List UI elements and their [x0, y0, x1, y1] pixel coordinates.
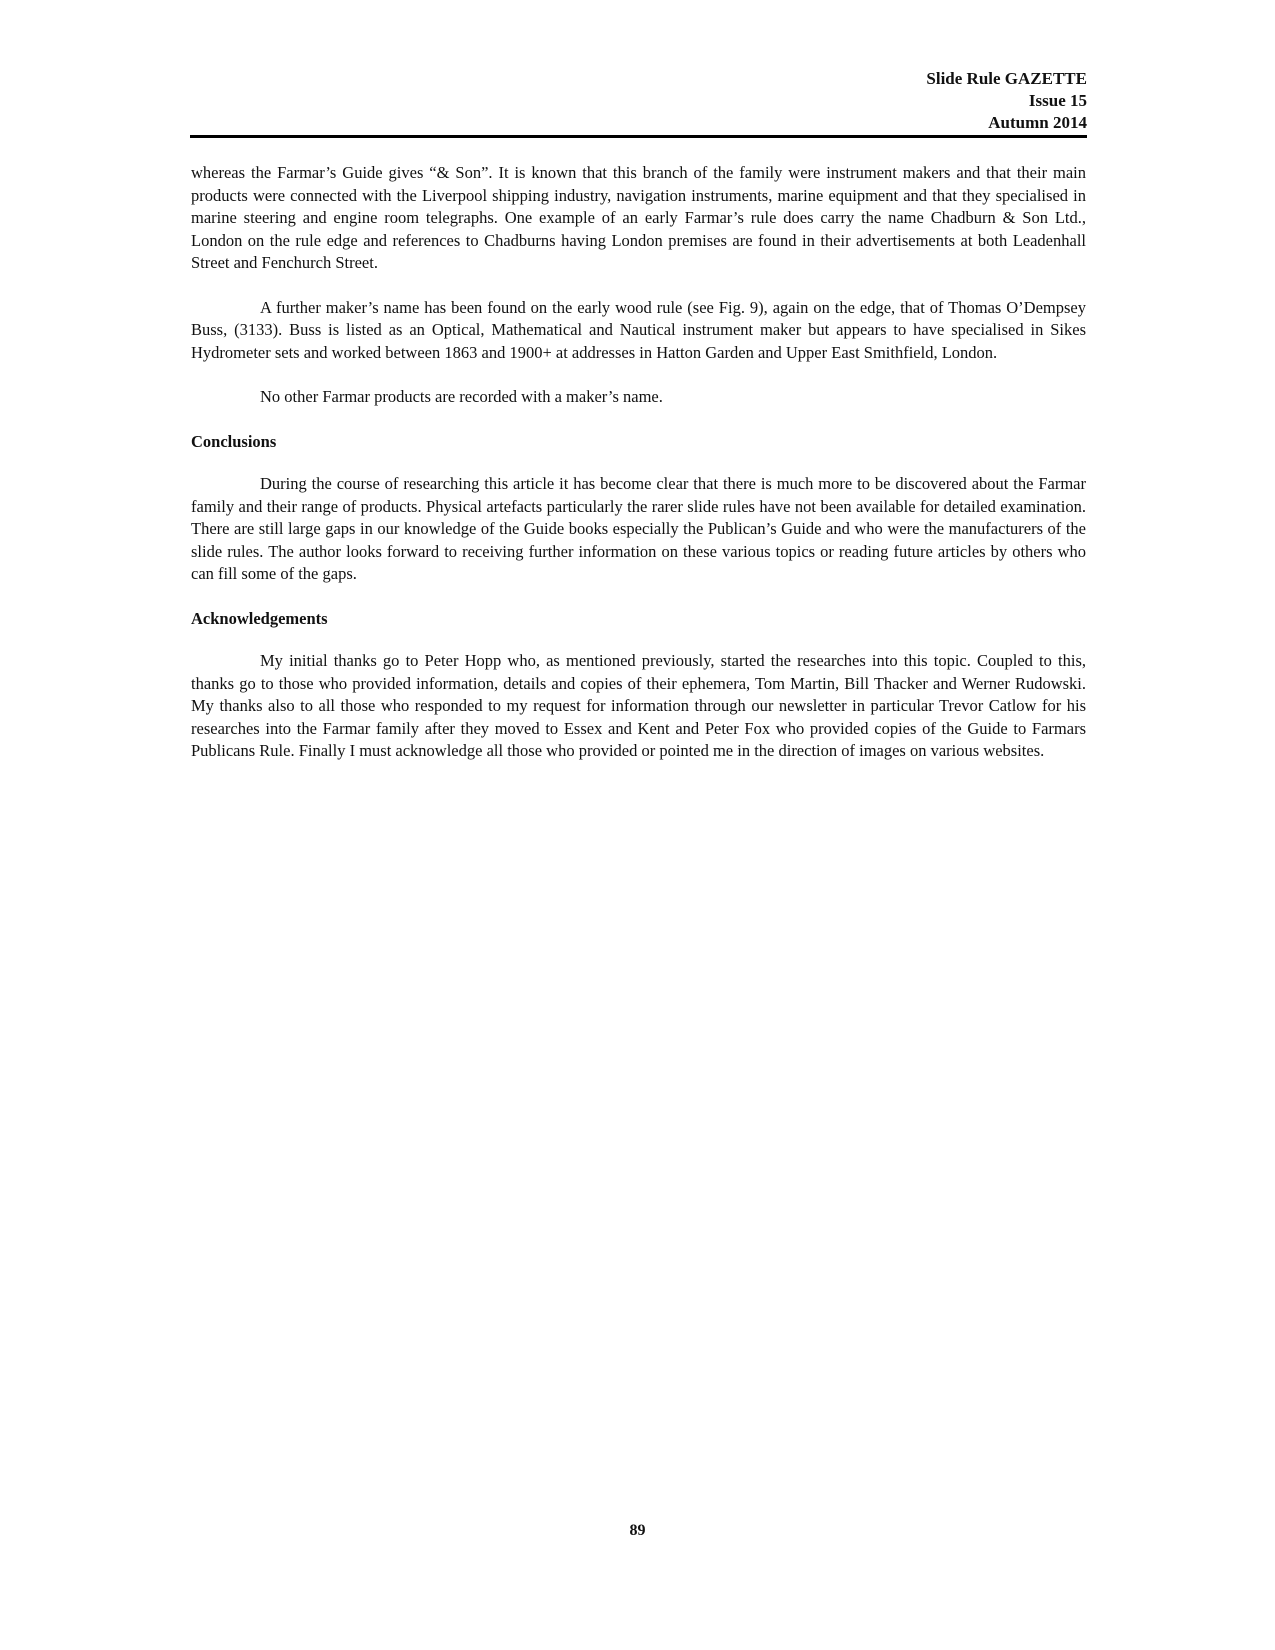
publication-title: Slide Rule GAZETTE: [926, 69, 1087, 88]
paragraph-acknowledgements: My initial thanks go to Peter Hopp who, as mentioned previously, started the researches into this topic. Coupled to this, thanks go to those who provided information, details and copies of their ephemera, Tom Martin, Bill Thacker and Werner Rudowski. My thanks also to all those who responded to my request for information through our newsletter in particular Trevor Catlow for his researches into the Farmar family after they moved to Essex and Kent and Peter Fox who provided copies of the Guide to Farmars Publicans Rule. Finally I must acknowledge all those who provided or pointed me in the direction of images on various websites.: [191, 651, 1086, 760]
acknowledgements-heading: Acknowledgements: [191, 608, 328, 628]
page-number: 89: [629, 1522, 646, 1539]
conclusions-heading: Conclusions: [191, 431, 277, 451]
issue-number: Issue 15: [1028, 91, 1087, 110]
issue-season: Autumn 2014: [988, 113, 1087, 132]
header-divider: [190, 135, 1087, 138]
paragraph-no-other: No other Farmar products are recorded with a maker’s name.: [260, 387, 663, 406]
paragraph-buss: A further maker’s name has been found on the early wood rule (see Fig. 9), again on the edge, that of Thomas O’Dempsey Buss, (3133). Buss is listed as an Optical, Mathematical and Nautical instrument maker but appears to have specialised in Sikes Hydrometer sets and worked between 1863 and 1900+ at addresses in Hatton Garden and Upper East Smithfield, London.: [191, 297, 1086, 362]
masthead: [190, 68, 1087, 134]
article-body: [191, 162, 1086, 785]
paragraph-chadburn: whereas the Farmar’s Guide gives “& Son”. It is known that this branch of the family were instrument makers and that their main products were connected with the Liverpool shipping industry, navigation instruments, marine equipment and that they specialised in marine steering and engine room telegraphs. One example of an early Farmar’s rule does carry the name Chadburn & Son Ltd., London on the rule edge and references to Chadburns having London premises are found in their advertisements at both Leadenhall Street and Fenchurch Street.: [191, 163, 1086, 272]
paragraph-conclusions: During the course of researching this article it has become clear that there is much more to be discovered about the Farmar family and their range of products. Physical artefacts particularly the rarer slide rules have not been available for detailed examination. There are still large gaps in our knowledge of the Guide books especially the Publican’s Guide and who were the manufacturers of the slide rules. The author looks forward to receiving further information on these various topics or reading future articles by others who can fill some of the gaps.: [191, 474, 1086, 583]
